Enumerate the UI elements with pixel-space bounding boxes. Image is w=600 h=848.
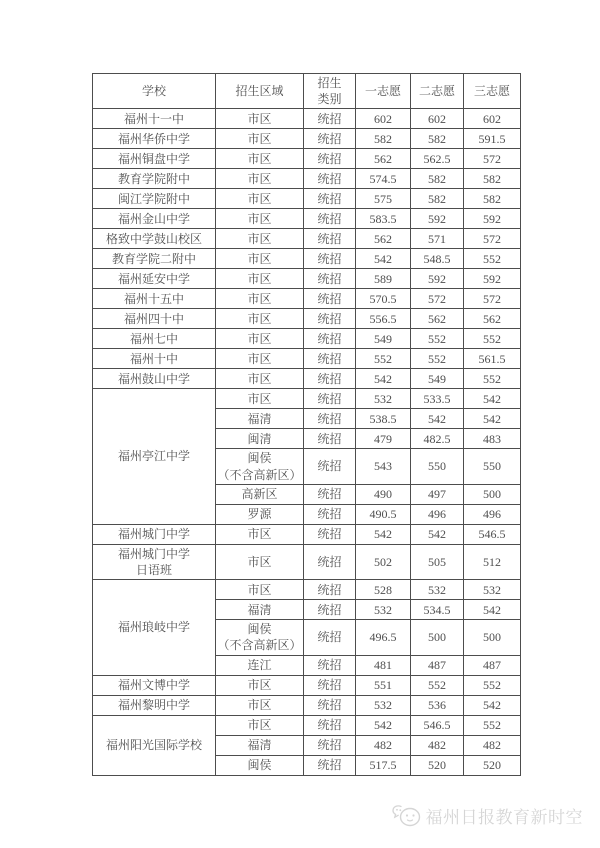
score-third-choice-cell: 562 bbox=[464, 309, 521, 329]
region-cell: 福清 bbox=[216, 600, 304, 620]
category-cell: 统招 bbox=[304, 620, 356, 655]
score-second-choice-cell: 532 bbox=[411, 580, 464, 600]
score-second-choice-cell: 592 bbox=[411, 269, 464, 289]
region-cell: 福清 bbox=[216, 409, 304, 429]
score-third-choice-cell: 496 bbox=[464, 504, 521, 524]
category-cell: 统招 bbox=[304, 484, 356, 504]
region-cell: 市区 bbox=[216, 269, 304, 289]
table-row bbox=[93, 229, 521, 249]
header-row bbox=[93, 74, 521, 109]
score-third-choice-cell: 552 bbox=[464, 369, 521, 389]
score-first-choice-cell: 542 bbox=[356, 715, 411, 735]
score-second-choice-cell: 497 bbox=[411, 484, 464, 504]
school-name-cell: 福州鼓山中学 bbox=[93, 369, 216, 389]
school-name-cell: 福州十五中 bbox=[93, 289, 216, 309]
region-cell: 市区 bbox=[216, 695, 304, 715]
score-first-choice-cell: 479 bbox=[356, 429, 411, 449]
column-header: 三志愿 bbox=[464, 74, 521, 109]
region-cell: 市区 bbox=[216, 129, 304, 149]
watermark-text: 福州日报教育新时空 bbox=[425, 808, 583, 827]
score-second-choice-cell: 552 bbox=[411, 349, 464, 369]
score-first-choice-cell: 583.5 bbox=[356, 209, 411, 229]
score-third-choice-cell: 561.5 bbox=[464, 349, 521, 369]
table-row bbox=[93, 189, 521, 209]
score-first-choice-cell: 542 bbox=[356, 249, 411, 269]
region-cell: 市区 bbox=[216, 369, 304, 389]
score-third-choice-cell: 552 bbox=[464, 249, 521, 269]
score-first-choice-cell: 562 bbox=[356, 149, 411, 169]
school-name-cell: 福州黎明中学 bbox=[93, 695, 216, 715]
school-name-cell: 福州四十中 bbox=[93, 309, 216, 329]
score-third-choice-cell: 572 bbox=[464, 229, 521, 249]
score-third-choice-cell: 512 bbox=[464, 544, 521, 579]
score-first-choice-cell: 549 bbox=[356, 329, 411, 349]
score-second-choice-cell: 546.5 bbox=[411, 715, 464, 735]
score-third-choice-cell: 572 bbox=[464, 149, 521, 169]
school-name-cell: 福州阳光国际学校 bbox=[93, 715, 216, 775]
region-cell: 市区 bbox=[216, 580, 304, 600]
score-first-choice-cell: 589 bbox=[356, 269, 411, 289]
score-first-choice-cell: 543 bbox=[356, 449, 411, 484]
category-cell: 统招 bbox=[304, 309, 356, 329]
score-third-choice-cell: 572 bbox=[464, 289, 521, 309]
table-row bbox=[93, 289, 521, 309]
category-cell: 统招 bbox=[304, 580, 356, 600]
score-first-choice-cell: 528 bbox=[356, 580, 411, 600]
region-cell: 闽侯 （不含高新区） bbox=[216, 449, 304, 484]
category-cell: 统招 bbox=[304, 524, 356, 544]
score-third-choice-cell: 542 bbox=[464, 389, 521, 409]
region-cell: 闽侯 （不含高新区） bbox=[216, 620, 304, 655]
school-name-cell: 福州文博中学 bbox=[93, 675, 216, 695]
region-cell: 市区 bbox=[216, 149, 304, 169]
score-first-choice-cell: 552 bbox=[356, 349, 411, 369]
score-second-choice-cell: 582 bbox=[411, 189, 464, 209]
score-third-choice-cell: 582 bbox=[464, 189, 521, 209]
category-cell: 统招 bbox=[304, 229, 356, 249]
score-table bbox=[92, 73, 521, 776]
table-row bbox=[93, 524, 521, 544]
table-row bbox=[93, 129, 521, 149]
score-third-choice-cell: 602 bbox=[464, 109, 521, 129]
score-first-choice-cell: 575 bbox=[356, 189, 411, 209]
score-third-choice-cell: 592 bbox=[464, 269, 521, 289]
school-name-cell: 福州金山中学 bbox=[93, 209, 216, 229]
score-second-choice-cell: 548.5 bbox=[411, 249, 464, 269]
score-second-choice-cell: 482.5 bbox=[411, 429, 464, 449]
region-cell: 市区 bbox=[216, 189, 304, 209]
score-third-choice-cell: 591.5 bbox=[464, 129, 521, 149]
score-third-choice-cell: 542 bbox=[464, 600, 521, 620]
table-header bbox=[93, 74, 521, 109]
table-row bbox=[93, 544, 521, 579]
score-first-choice-cell: 602 bbox=[356, 109, 411, 129]
category-cell: 统招 bbox=[304, 289, 356, 309]
category-cell: 统招 bbox=[304, 329, 356, 349]
table-row bbox=[93, 109, 521, 129]
table-row bbox=[93, 695, 521, 715]
score-first-choice-cell: 517.5 bbox=[356, 755, 411, 775]
score-third-choice-cell: 550 bbox=[464, 449, 521, 484]
region-cell: 市区 bbox=[216, 349, 304, 369]
school-name-cell: 福州城门中学 日语班 bbox=[93, 544, 216, 579]
score-second-choice-cell: 500 bbox=[411, 620, 464, 655]
region-cell: 闽清 bbox=[216, 429, 304, 449]
region-cell: 连江 bbox=[216, 655, 304, 675]
table-row bbox=[93, 209, 521, 229]
region-cell: 市区 bbox=[216, 389, 304, 409]
school-name-cell: 福州城门中学 bbox=[93, 524, 216, 544]
score-first-choice-cell: 570.5 bbox=[356, 289, 411, 309]
region-cell: 福清 bbox=[216, 735, 304, 755]
table-row bbox=[93, 249, 521, 269]
school-name-cell: 教育学院二附中 bbox=[93, 249, 216, 269]
score-second-choice-cell: 549 bbox=[411, 369, 464, 389]
table-row bbox=[93, 369, 521, 389]
score-second-choice-cell: 496 bbox=[411, 504, 464, 524]
category-cell: 统招 bbox=[304, 695, 356, 715]
region-cell: 市区 bbox=[216, 109, 304, 129]
region-cell: 罗源 bbox=[216, 504, 304, 524]
school-name-cell: 教育学院附中 bbox=[93, 169, 216, 189]
region-cell: 市区 bbox=[216, 289, 304, 309]
region-cell: 市区 bbox=[216, 169, 304, 189]
table-row bbox=[93, 329, 521, 349]
category-cell: 统招 bbox=[304, 449, 356, 484]
region-cell: 市区 bbox=[216, 675, 304, 695]
column-header: 二志愿 bbox=[411, 74, 464, 109]
score-first-choice-cell: 532 bbox=[356, 600, 411, 620]
score-first-choice-cell: 582 bbox=[356, 129, 411, 149]
category-cell: 统招 bbox=[304, 269, 356, 289]
region-cell: 市区 bbox=[216, 229, 304, 249]
score-second-choice-cell: 571 bbox=[411, 229, 464, 249]
table-row bbox=[93, 309, 521, 329]
category-cell: 统招 bbox=[304, 655, 356, 675]
category-cell: 统招 bbox=[304, 149, 356, 169]
score-third-choice-cell: 500 bbox=[464, 484, 521, 504]
school-name-cell: 闽江学院附中 bbox=[93, 189, 216, 209]
category-cell: 统招 bbox=[304, 735, 356, 755]
score-second-choice-cell: 552 bbox=[411, 675, 464, 695]
table-row bbox=[93, 675, 521, 695]
school-name-cell: 福州亭江中学 bbox=[93, 389, 216, 524]
score-first-choice-cell: 538.5 bbox=[356, 409, 411, 429]
category-cell: 统招 bbox=[304, 675, 356, 695]
column-header: 一志愿 bbox=[356, 74, 411, 109]
score-second-choice-cell: 602 bbox=[411, 109, 464, 129]
region-cell: 市区 bbox=[216, 715, 304, 735]
category-cell: 统招 bbox=[304, 249, 356, 269]
score-second-choice-cell: 562 bbox=[411, 309, 464, 329]
score-second-choice-cell: 482 bbox=[411, 735, 464, 755]
region-cell: 市区 bbox=[216, 524, 304, 544]
score-third-choice-cell: 592 bbox=[464, 209, 521, 229]
column-header: 招生区域 bbox=[216, 74, 304, 109]
score-second-choice-cell: 562.5 bbox=[411, 149, 464, 169]
score-first-choice-cell: 481 bbox=[356, 655, 411, 675]
score-third-choice-cell: 552 bbox=[464, 715, 521, 735]
table-row bbox=[93, 580, 521, 600]
category-cell: 统招 bbox=[304, 600, 356, 620]
score-third-choice-cell: 483 bbox=[464, 429, 521, 449]
table-row bbox=[93, 269, 521, 289]
score-second-choice-cell: 536 bbox=[411, 695, 464, 715]
score-third-choice-cell: 487 bbox=[464, 655, 521, 675]
score-second-choice-cell: 487 bbox=[411, 655, 464, 675]
score-second-choice-cell: 520 bbox=[411, 755, 464, 775]
score-first-choice-cell: 542 bbox=[356, 524, 411, 544]
score-first-choice-cell: 490.5 bbox=[356, 504, 411, 524]
score-third-choice-cell: 482 bbox=[464, 735, 521, 755]
score-first-choice-cell: 551 bbox=[356, 675, 411, 695]
score-third-choice-cell: 552 bbox=[464, 675, 521, 695]
score-first-choice-cell: 542 bbox=[356, 369, 411, 389]
school-name-cell: 福州十一中 bbox=[93, 109, 216, 129]
score-third-choice-cell: 552 bbox=[464, 329, 521, 349]
region-cell: 市区 bbox=[216, 309, 304, 329]
score-second-choice-cell: 572 bbox=[411, 289, 464, 309]
score-third-choice-cell: 532 bbox=[464, 580, 521, 600]
score-first-choice-cell: 532 bbox=[356, 389, 411, 409]
score-first-choice-cell: 556.5 bbox=[356, 309, 411, 329]
score-first-choice-cell: 532 bbox=[356, 695, 411, 715]
column-header: 招生 类别 bbox=[304, 74, 356, 109]
score-second-choice-cell: 582 bbox=[411, 129, 464, 149]
score-third-choice-cell: 520 bbox=[464, 755, 521, 775]
table-row bbox=[93, 715, 521, 735]
score-second-choice-cell: 592 bbox=[411, 209, 464, 229]
category-cell: 统招 bbox=[304, 369, 356, 389]
school-name-cell: 福州七中 bbox=[93, 329, 216, 349]
table-row bbox=[93, 169, 521, 189]
score-second-choice-cell: 550 bbox=[411, 449, 464, 484]
score-third-choice-cell: 542 bbox=[464, 695, 521, 715]
score-first-choice-cell: 482 bbox=[356, 735, 411, 755]
watermark bbox=[391, 803, 584, 828]
category-cell: 统招 bbox=[304, 169, 356, 189]
category-cell: 统招 bbox=[304, 129, 356, 149]
score-third-choice-cell: 542 bbox=[464, 409, 521, 429]
score-second-choice-cell: 542 bbox=[411, 524, 464, 544]
category-cell: 统招 bbox=[304, 504, 356, 524]
category-cell: 统招 bbox=[304, 209, 356, 229]
score-second-choice-cell: 552 bbox=[411, 329, 464, 349]
score-second-choice-cell: 505 bbox=[411, 544, 464, 579]
region-cell: 市区 bbox=[216, 329, 304, 349]
category-cell: 统招 bbox=[304, 755, 356, 775]
score-second-choice-cell: 542 bbox=[411, 409, 464, 429]
score-third-choice-cell: 500 bbox=[464, 620, 521, 655]
score-first-choice-cell: 490 bbox=[356, 484, 411, 504]
school-name-cell: 福州铜盘中学 bbox=[93, 149, 216, 169]
score-second-choice-cell: 533.5 bbox=[411, 389, 464, 409]
category-cell: 统招 bbox=[304, 409, 356, 429]
table-row bbox=[93, 349, 521, 369]
table-row bbox=[93, 149, 521, 169]
score-third-choice-cell: 582 bbox=[464, 169, 521, 189]
table-row bbox=[93, 389, 521, 409]
category-cell: 统招 bbox=[304, 189, 356, 209]
school-name-cell: 福州延安中学 bbox=[93, 269, 216, 289]
table-body bbox=[93, 109, 521, 775]
score-third-choice-cell: 546.5 bbox=[464, 524, 521, 544]
category-cell: 统招 bbox=[304, 389, 356, 409]
category-cell: 统招 bbox=[304, 429, 356, 449]
school-name-cell: 福州十中 bbox=[93, 349, 216, 369]
region-cell: 市区 bbox=[216, 209, 304, 229]
watermark-logo-icon bbox=[391, 803, 421, 828]
column-header: 学校 bbox=[93, 74, 216, 109]
score-first-choice-cell: 502 bbox=[356, 544, 411, 579]
category-cell: 统招 bbox=[304, 109, 356, 129]
category-cell: 统招 bbox=[304, 349, 356, 369]
school-name-cell: 福州华侨中学 bbox=[93, 129, 216, 149]
score-second-choice-cell: 534.5 bbox=[411, 600, 464, 620]
category-cell: 统招 bbox=[304, 544, 356, 579]
school-name-cell: 福州琅岐中学 bbox=[93, 580, 216, 675]
region-cell: 市区 bbox=[216, 544, 304, 579]
region-cell: 市区 bbox=[216, 249, 304, 269]
score-first-choice-cell: 496.5 bbox=[356, 620, 411, 655]
score-first-choice-cell: 562 bbox=[356, 229, 411, 249]
region-cell: 闽侯 bbox=[216, 755, 304, 775]
score-first-choice-cell: 574.5 bbox=[356, 169, 411, 189]
category-cell: 统招 bbox=[304, 715, 356, 735]
score-second-choice-cell: 582 bbox=[411, 169, 464, 189]
region-cell: 高新区 bbox=[216, 484, 304, 504]
school-name-cell: 格致中学鼓山校区 bbox=[93, 229, 216, 249]
